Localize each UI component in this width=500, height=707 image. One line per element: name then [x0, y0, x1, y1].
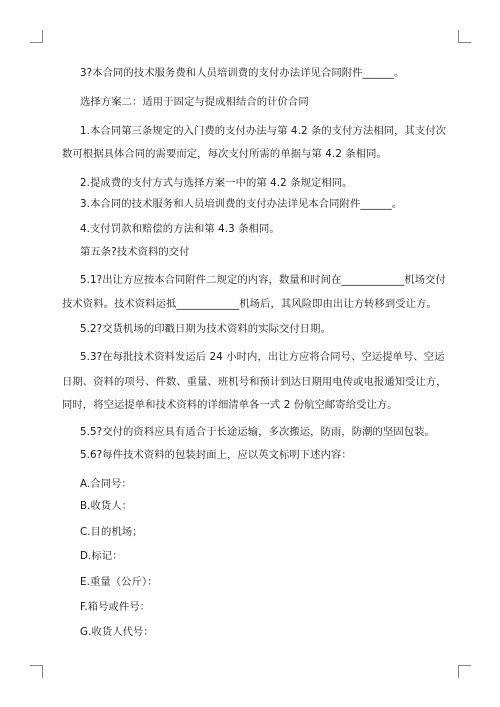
list-item-consignee-code: G.收货人代号：: [80, 626, 154, 638]
list-item-case-number: F.箱号或件号：: [80, 601, 151, 613]
list-item-marks: D.标记：: [80, 550, 123, 562]
list-item-weight: E.重量（公斤）：: [80, 576, 158, 588]
option-two-heading: 选择方案二：适用于固定与提成相结合的计价合同: [80, 96, 309, 108]
paragraph-training-fee-payment: 3.本合同的技术服务和人员培训费的支付办法详见本合同附件______。: [80, 198, 403, 210]
crop-mark-bottom-right: [458, 665, 471, 678]
crop-mark-top-right: [458, 30, 471, 43]
paragraph-royalty-payment: 2.提成费的支付方式与选择方案一中的第 4.2 条规定相同。: [80, 177, 353, 189]
clause-5-3: 5.3?在每批技术资料发运后 24 小时内，出让方应将合同号、空运提单号、空运: [80, 351, 445, 363]
crop-mark-bottom-left: [30, 665, 43, 678]
clause-5-3-cont-2: 同时，将空运提单和技术资料的详细清单各一式 2 份航空邮寄给受让方。: [62, 399, 398, 411]
clause-5-1-cont: 技术资料。技术资料运抵____________机场后，其风险即由出让方转移到受让方。: [62, 298, 437, 310]
crop-mark-top-left: [30, 30, 43, 43]
list-item-consignee: B.收货人：: [80, 500, 133, 512]
paragraph-penalty-payment: 4.支付罚款和赔偿的方法和第 4.3 条相同。: [80, 223, 280, 235]
clause-5-2: 5.2?交货机场的印戳日期为技术资料的实际交付日期。: [80, 323, 331, 335]
list-item-contract-number: A.合同号：: [80, 478, 132, 490]
clause-5-6: 5.6?每件技术资料的包装封面上，应以英文标明下述内容：: [80, 449, 352, 461]
clause-5-1: 5.1?出让方应按本合同附件二规定的内容，数量和时间在____________机场交付: [80, 274, 446, 286]
paragraph-entry-fee-payment: 1.本合同第三条规定的入门费的支付办法与第 4.2 条的支付方法相同，其支付次: [80, 125, 447, 137]
paragraph-service-fee-payment: 3?本合同的技术服务费和人员培训费的支付办法详见合同附件______。: [80, 67, 405, 79]
paragraph-entry-fee-payment-cont: 数可根据具体合同的需要而定，每次支付所需的单据与第 4.2 条相同。: [62, 148, 387, 160]
clause-5-3-cont-1: 日期、资料的项号、件数、重量、班机号和预计到达日期用电传或电报通知受让方，: [62, 376, 447, 388]
article-five-heading: 第五条?技术资料的交付: [80, 246, 190, 258]
clause-5-5: 5.5?交付的资料应具有适合于长途运输，多次搬运，防雨，防潮的坚固包装。: [80, 426, 435, 438]
list-item-destination-airport: C.目的机场；: [80, 526, 143, 538]
